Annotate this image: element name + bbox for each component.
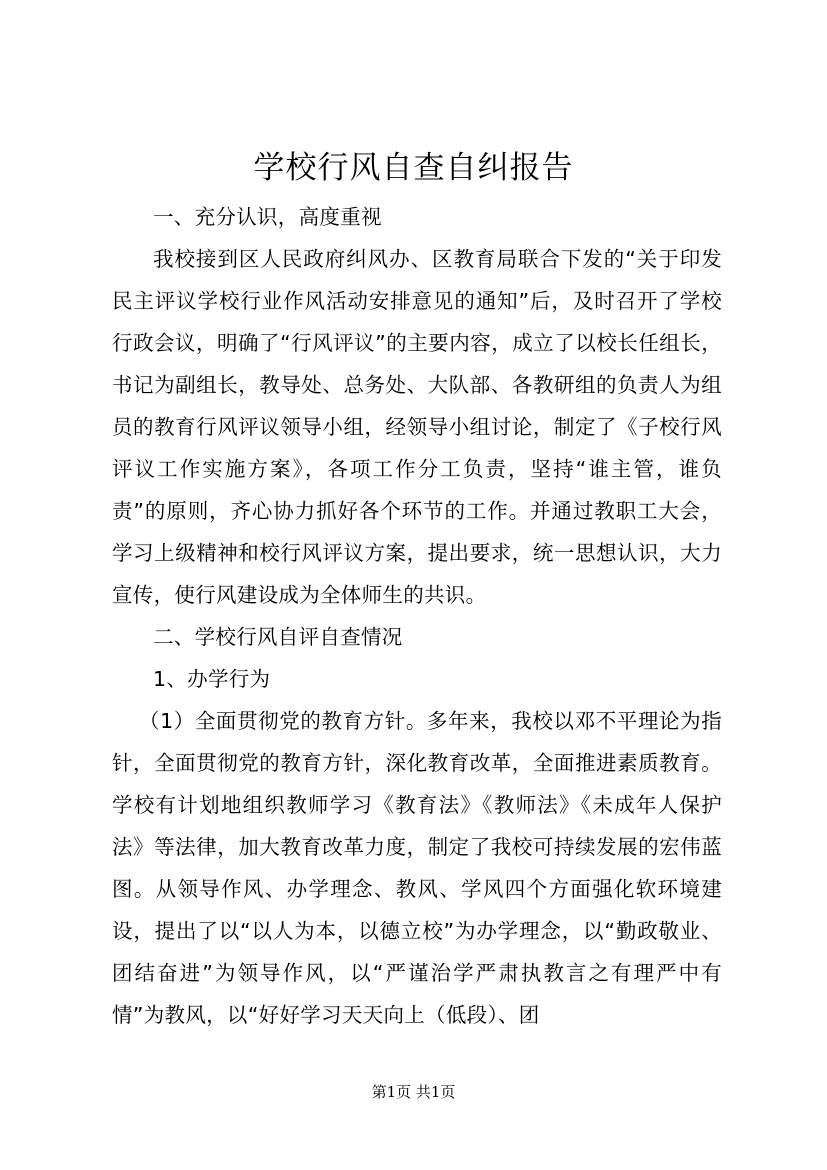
paragraph-2: （1）全面贯彻党的教育方针。多年来，我校以邓不平理论为指针，全面贯彻党的教育方针，深化教育改革，全面推进素质教育。学校有计划地组织教师学习《教育法》《教师法》《未成年人保护法》等法律，加大教育改革力度，制定了我校可持续发展的宏伟蓝图。从领导作风、办学理念、教风、学风四个方面强化软环境建设，提出了以“以人为本，以德立校”为办学理念，以“勤政敬业、团结奋进”为领导作风，以“严谨治学严肃执教言之有理严中有情”为教风，以“好好学习天天向上（低段）、团 [112, 709, 722, 1027]
document-body [112, 196, 722, 1036]
section-heading-1: 一、充分认识，高度重视 [153, 205, 382, 229]
document-title: 学校行风自查自纠报告 [253, 150, 574, 186]
subsection-heading-1: 1、办学行为 [153, 667, 271, 691]
paragraph-1: 我校接到区人民政府纠风办、区教育局联合下发的“关于印发民主评议学校行业作风活动安排意见的通知”后，及时召开了学校行政会议，明确了“行风评议”的主要内容，成立了以校长任组长，书记为副组长，教导处、总务处、大队部、各教研组的负责人为组员的教育行风评议领导小组，经领导小组讨论，制定了《子校行风评议工作实施方案》，各项工作分工负责，坚持“谁主管，谁负责”的原则，齐心协力抓好各个环节的工作。并通过教职工大会，学习上级精神和校行风评议方案，提出要求，统一思想认识，大力宣传，使行风建设成为全体师生的共识。 [112, 247, 722, 607]
page-footer: 第1页 共1页 [371, 1083, 456, 1101]
section-heading-2: 二、学校行风自评自查情况 [153, 625, 403, 649]
